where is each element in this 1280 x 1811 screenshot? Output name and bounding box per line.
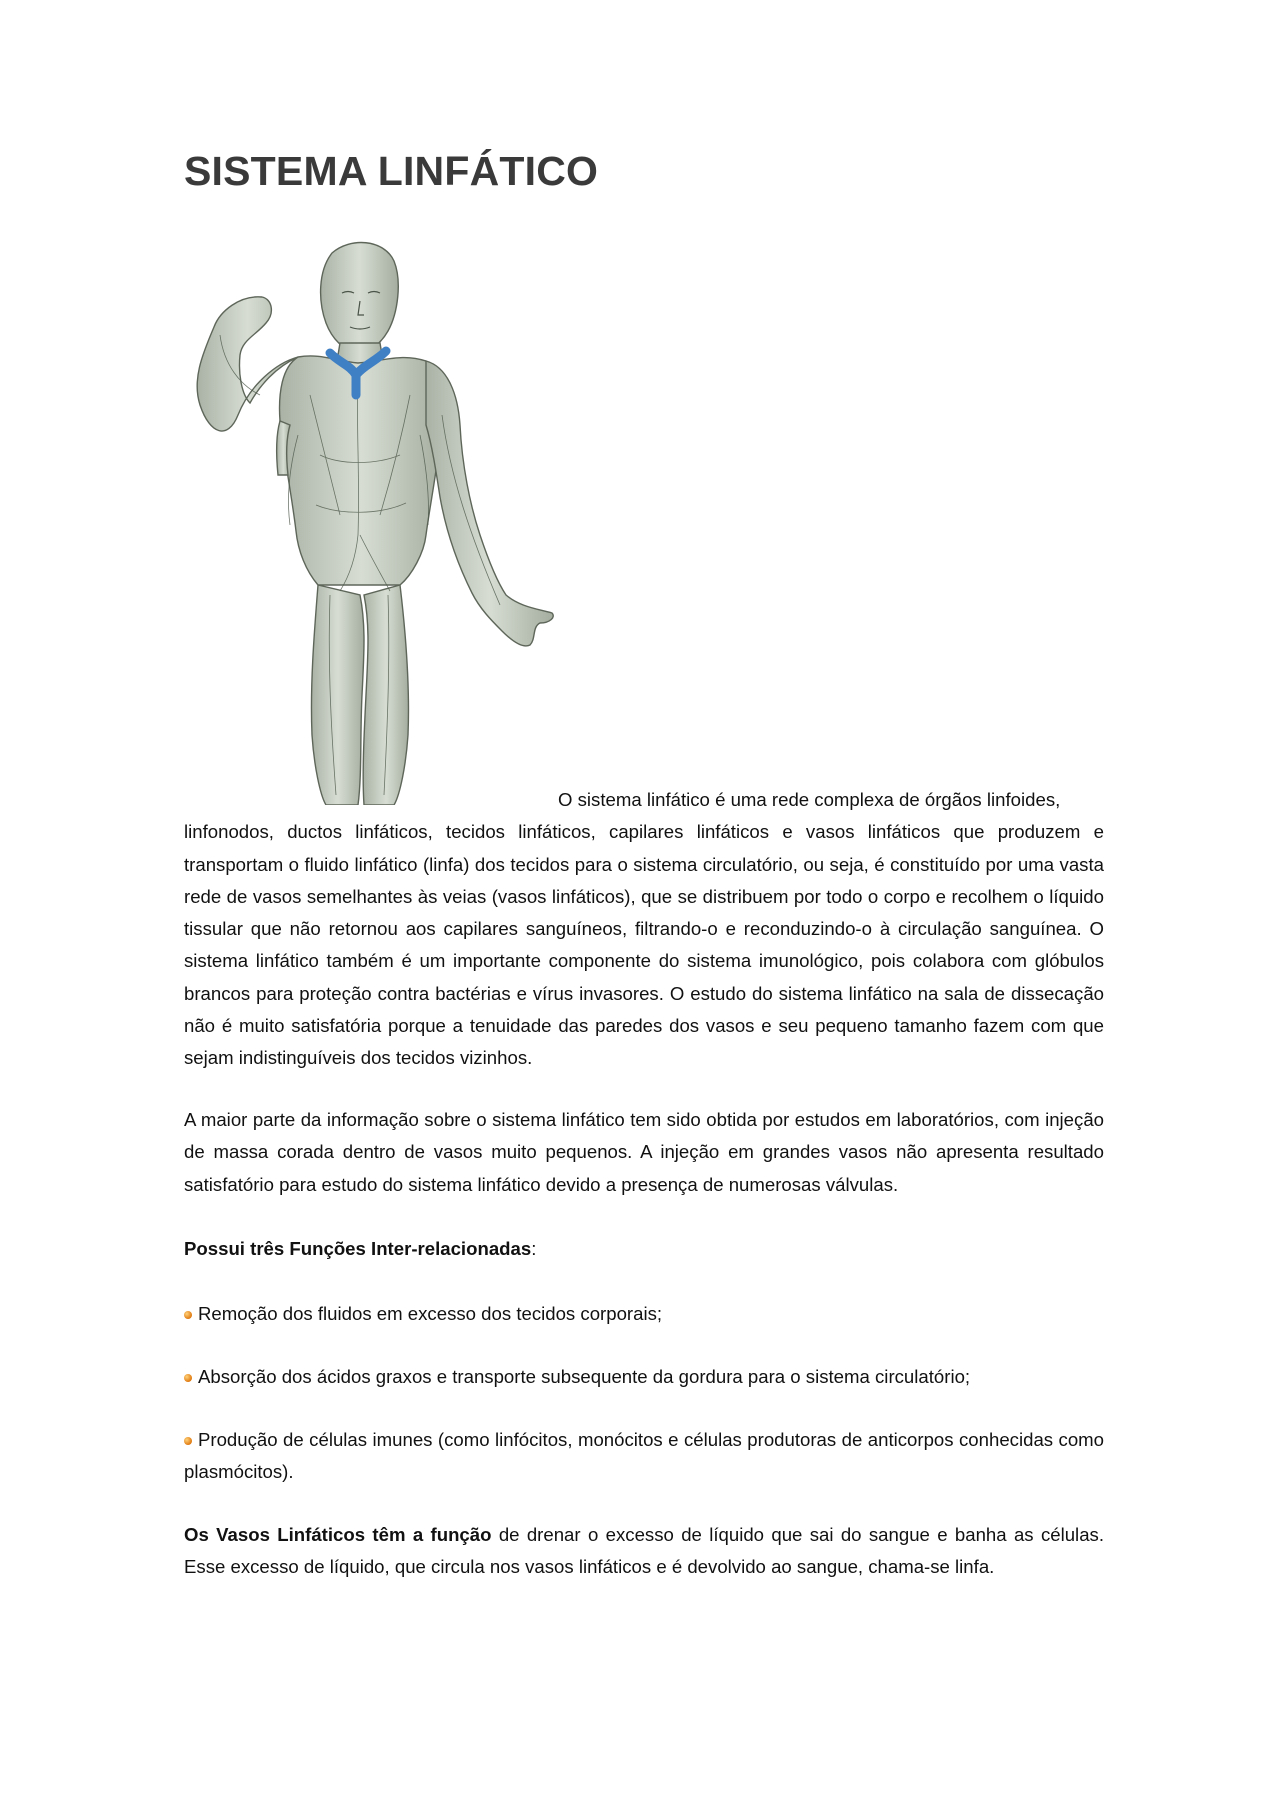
page-title: SISTEMA LINFÁTICO	[184, 148, 599, 194]
vessels-text: de drenar o excesso de líquido que sai do sangue e banha as células. Esse excesso de líquido, que circula nos vasos linfáticos e é devolvido ao sangue, chama-se linfa.	[184, 1524, 1104, 1578]
intro-rest-text: linfonodos, ductos linfáticos, tecidos linfáticos, capilares linfáticos e vasos linfáticos que produzem e transportam o fluido linfático (linfa) dos tecidos para o sistema circulatório, ou seja, é constituído por uma vasta rede de vasos semelhantes às veias (vasos linfáticos), que se distribuem por todo o corpo e recolhem o líquido tissular que não retornou aos capilares sanguíneos, filtrando-o e reconduzindo-o à circulação sanguínea. O sistema linfático também é um importante componente do sistema imunológico, pois colabora com glóbulos brancos para proteção contra bactérias e vírus invasores. O estudo do sistema linfático na sala de dissecação não é muito satisfatória porque a tenuidade das paredes dos vasos e seu pequeno tamanho fazem com que sejam indistinguíveis dos tecidos vizinhos.	[184, 821, 1104, 1069]
intro-paragraph	[184, 784, 1104, 1075]
intro-lead-text: O sistema linfático é uma rede complexa de órgãos linfoides,	[558, 789, 1061, 810]
function-text: Remoção dos fluidos em excesso dos tecidos corporais;	[198, 1303, 663, 1324]
function-list-item	[184, 1361, 1104, 1393]
orange-bullet-icon	[184, 1437, 192, 1445]
functions-heading-colon: :	[531, 1238, 537, 1259]
laboratory-paragraph: A maior parte da informação sobre o sistema linfático tem sido obtida por estudos em laboratórios, com injeção de massa corada dentro de vasos muito pequenos. A injeção em grandes vasos não apresenta resultado satisfatório para estudo do sistema linfático devido a presença de numerosas válvulas.	[184, 1109, 1104, 1195]
vessels-paragraph	[184, 1519, 1104, 1584]
orange-bullet-icon	[184, 1374, 192, 1382]
function-list-item	[184, 1298, 1104, 1330]
orange-bullet-icon	[184, 1311, 192, 1319]
function-list-item	[184, 1424, 1104, 1489]
vessels-bold-text: Os Vasos Linfáticos têm a função	[184, 1524, 492, 1545]
function-text: Produção de células imunes (como linfócitos, monócitos e células produtoras de anticorpos conhecidas como plasmócitos).	[184, 1429, 1104, 1483]
functions-heading-bold: Possui três Funções Inter-relacionadas	[184, 1238, 532, 1259]
lymphatic-system-illustration	[180, 235, 560, 805]
function-text: Absorção dos ácidos graxos e transporte subsequente da gordura para o sistema circulatório;	[198, 1366, 971, 1387]
functions-heading	[184, 1233, 1104, 1265]
